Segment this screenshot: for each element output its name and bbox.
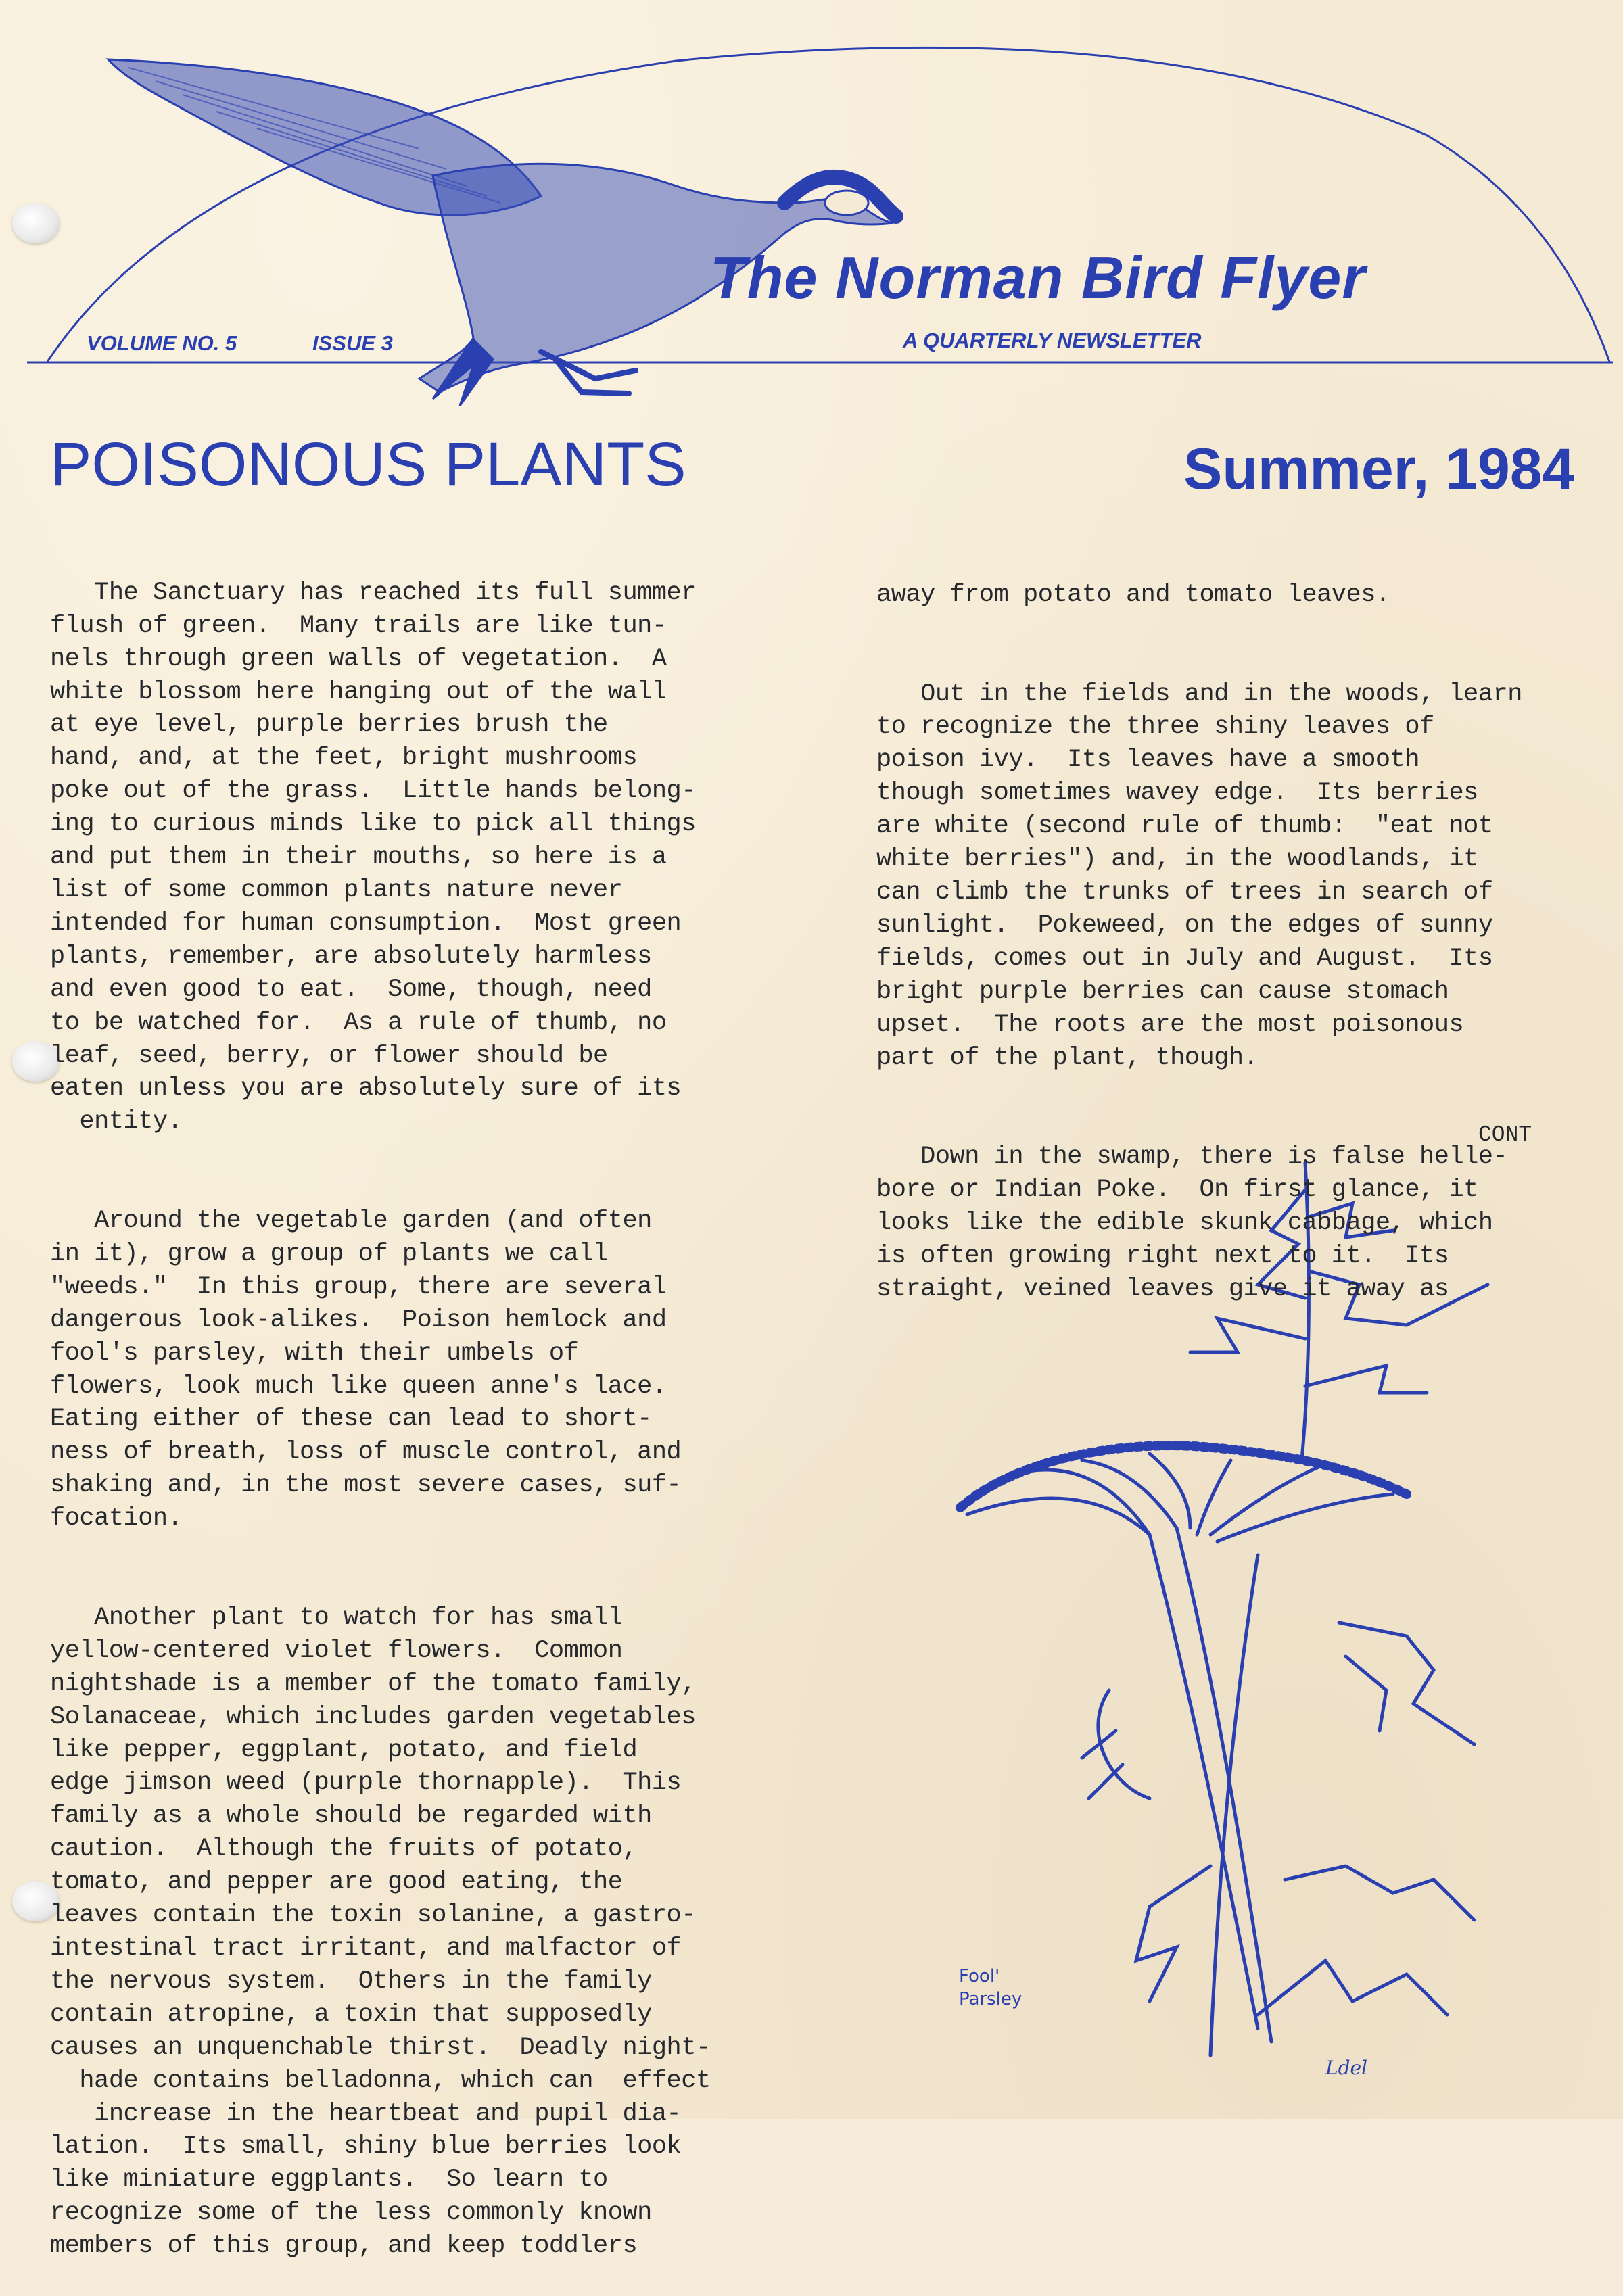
right-column [876, 512, 1607, 1339]
paragraph-continued: away from potato and tomato leaves. [876, 580, 1390, 609]
continued-marker: CONT [1478, 1122, 1532, 1147]
masthead-subtitle: A QUARTERLY NEWSLETTER [903, 329, 1202, 352]
artist-signature: Ldel [1325, 2057, 1368, 2079]
paragraph-garden-weeds: Around the vegetable garden (and often in it), grow a group of plants we call "weeds." In this group, there are several dangerous look-alikes. Poison hemlock and fool's parsley, with their umbels of flowers, look much like queen anne's lace. Eating either of these can lead to short- ness of breath, loss of muscle control, and shaking and, in the most severe cases, suf- focation. [50, 1207, 682, 1533]
paragraph-nightshade: Another plant to watch for has small yellow-centered violet flowers. Common nightshade is a member of the tomato family, Solanaceae, which includes garden vegetables like pepper, eggplant, potato, and field edge jimson weed (purple thornapple). This family as a whole should be regarded with caution. Although the fruits of potato, tomato, and pepper are good eating, the leaves contain the toxin solanine, a gastro- intestinal tract irritant, and malfactor of the nervous system. Others in the family contain atropine, a toxin that supposedly causes an unquenchable thirst. Deadly night- hade contains belladonna, which can effect increase in the heartbeat and pupil dia- lation. Its small, shiny blue berries look like miniature eggplants. So learn to recognize some of the less commonly known members of this group, and keep toddlers [50, 1603, 711, 2261]
issue-season: Summer, 1984 [1183, 437, 1575, 502]
paragraph-hellebore: Down in the swamp, there is false helle- bore or Indian Poke. On first glance, it looks like the edible skunk cabbage, which is often growing right next to it. Its straight, veined leaves give it away as [876, 1143, 1508, 1304]
punch-hole-top [12, 203, 60, 243]
issue-number: ISSUE 3 [312, 331, 393, 355]
volume-number: VOLUME NO. 5 [87, 331, 237, 355]
paragraph-intro: The Sanctuary has reached its full summer flush of green. Many trails are like tun- nels through green walls of vegetation. A white blossom here hanging out of the wall at eye level, purple berries brush the hand, and, at the feet, bright mushrooms poke out of the grass. Little hands belong- ing to curious minds like to pick all things and put them in their mouths, so here is a list of some common plants nature never intended for human consumption. Most green plants, remember, are absolutely harmless and even good to eat. Some, though, need to be watched for. As a rule of thumb, no leaf, seed, berry, or flower should be eaten unless you are absolutely sure of its entity. [50, 578, 696, 1137]
masthead-title: The Norman Bird Flyer [710, 244, 1366, 311]
illustration-caption: Fool' Parsley [959, 1966, 1022, 2009]
article-headline: POISONOUS PLANTS [50, 430, 686, 499]
left-column [50, 510, 807, 2296]
paragraph-poison-ivy: Out in the fields and in the woods, learn to recognize the three shiny leaves of poison ivy. Its leaves have a smooth though sometimes wavey edge. Its berries are white (second rule of thumb: "eat not white berries") and, in the woodlands, it can climb the trunks of trees in search of sunlight. Pokeweed, on the edges of sunny fields, comes out in July and August. Its bright purple berries can cause stomach upset. The roots are the most poisonous part of the plant, though. [876, 679, 1522, 1072]
